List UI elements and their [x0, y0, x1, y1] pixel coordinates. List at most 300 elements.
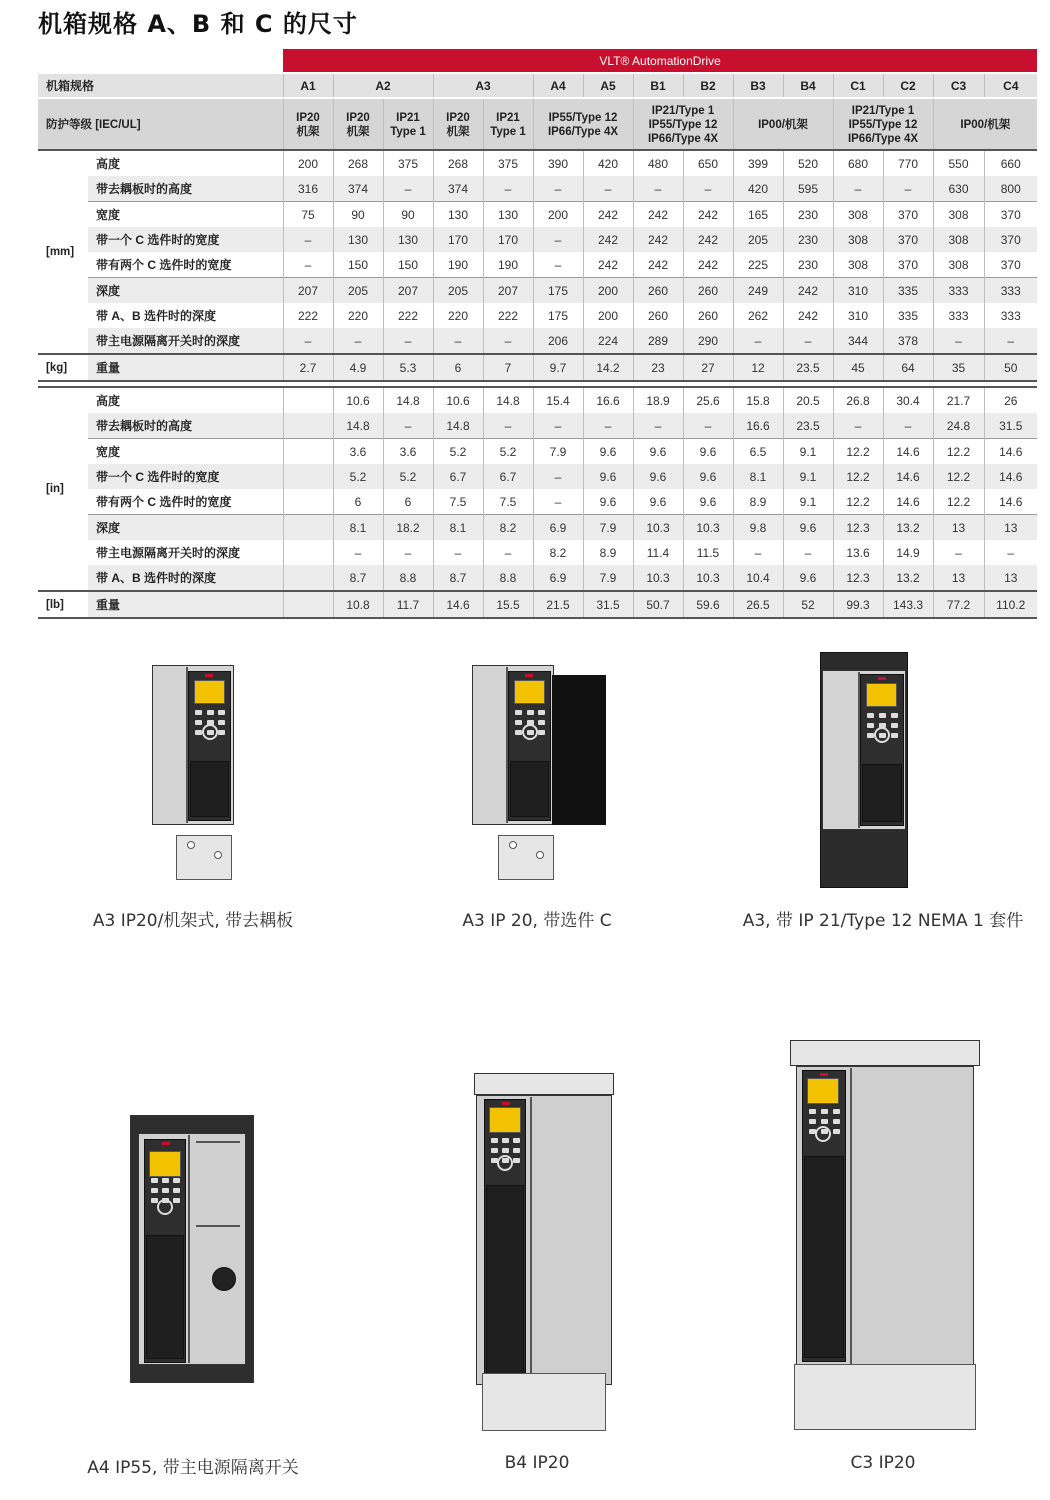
table-cell: 268: [333, 150, 383, 176]
table-cell: 15.5: [483, 591, 533, 618]
table-cell: 5.2: [333, 464, 383, 489]
frame-a2: A2: [333, 73, 433, 98]
unit-label: [mm]: [38, 150, 88, 354]
table-cell: 370: [984, 227, 1037, 252]
table-cell: 7.9: [583, 515, 633, 541]
table-cell: –: [583, 176, 633, 202]
figure-caption-5: B4 IP20: [504, 1453, 570, 1473]
table-cell: –: [883, 413, 933, 439]
table-cell: 190: [433, 252, 483, 278]
table-cell: 15.4: [533, 387, 583, 413]
table-cell: –: [333, 540, 383, 565]
table-row: [38, 303, 1037, 328]
table-cell: 220: [333, 303, 383, 328]
table-cell: 7.5: [433, 489, 483, 515]
table-cell: 242: [633, 202, 683, 228]
table-cell: 6.7: [433, 464, 483, 489]
table-cell: 12: [733, 354, 783, 381]
table-cell: 90: [383, 202, 433, 228]
row-label: 深度: [88, 515, 283, 541]
keypad-button-icon: [173, 1188, 180, 1193]
table-row: [38, 328, 1037, 354]
table-cell: 260: [633, 303, 683, 328]
drive-figure-a4-ip55-mains-switch: [130, 1115, 256, 1385]
keypad-button-icon: [821, 1119, 828, 1124]
table-cell: 220: [433, 303, 483, 328]
table-cell: 13: [933, 515, 984, 541]
table-cell: 50: [984, 354, 1037, 381]
keypad-button-icon: [538, 720, 545, 725]
table-cell: 27: [683, 354, 733, 381]
table-cell: –: [533, 176, 583, 202]
unit-label: [kg]: [38, 354, 88, 381]
keypad-button-icon: [891, 713, 898, 718]
table-cell: 30.4: [883, 387, 933, 413]
table-cell: 14.6: [883, 489, 933, 515]
keypad-button-icon: [833, 1109, 840, 1114]
keypad-button-icon: [218, 710, 225, 715]
table-cell: 308: [833, 202, 883, 228]
table-cell: –: [483, 413, 533, 439]
table-cell: 8.9: [733, 489, 783, 515]
keypad-button-icon: [151, 1178, 158, 1183]
table-cell: –: [633, 176, 683, 202]
table-cell: –: [883, 176, 933, 202]
table-cell: 9.6: [683, 439, 733, 465]
table-cell: 370: [883, 252, 933, 278]
table-cell: 11.5: [683, 540, 733, 565]
protection-a2-ip20: IP20 机架: [333, 98, 383, 151]
table-cell: 375: [483, 150, 533, 176]
table-cell: 9.1: [783, 439, 833, 465]
table-cell: 206: [533, 328, 583, 354]
row-label: 宽度: [88, 439, 283, 465]
table-cell: 249: [733, 278, 783, 304]
row-label: 高度: [88, 150, 283, 176]
keypad-button-icon: [515, 730, 522, 735]
table-cell: 370: [984, 252, 1037, 278]
table-cell: 14.2: [583, 354, 633, 381]
frame-a3: A3: [433, 73, 533, 98]
table-row: [38, 227, 1037, 252]
table-row: [38, 202, 1037, 228]
table-cell: 800: [984, 176, 1037, 202]
row-label: 带主电源隔离开关时的深度: [88, 328, 283, 354]
figure-caption-2: A3 IP 20, 带选件 C: [462, 911, 612, 931]
table-cell: 64: [883, 354, 933, 381]
table-cell: 190: [483, 252, 533, 278]
table-cell: –: [283, 227, 333, 252]
table-cell: 225: [733, 252, 783, 278]
table-cell: 14.8: [433, 413, 483, 439]
table-cell: 21.7: [933, 387, 984, 413]
table-cell: 333: [933, 303, 984, 328]
table-cell: 8.1: [433, 515, 483, 541]
table-cell: 13.6: [833, 540, 883, 565]
table-cell: 630: [933, 176, 984, 202]
table-cell: 420: [733, 176, 783, 202]
row-label: 带一个 C 选件时的宽度: [88, 464, 283, 489]
table-cell: 6: [433, 354, 483, 381]
table-cell: 10.3: [633, 515, 683, 541]
table-cell: –: [833, 413, 883, 439]
table-cell: 31.5: [583, 591, 633, 618]
keypad-button-icon: [513, 1148, 520, 1153]
table-cell: 18.9: [633, 387, 683, 413]
table-cell: 150: [383, 252, 433, 278]
table-row: [38, 252, 1037, 278]
table-cell: 222: [483, 303, 533, 328]
table-row: [38, 439, 1037, 465]
table-row: [38, 464, 1037, 489]
table-cell: 50.7: [633, 591, 683, 618]
keypad-button-icon: [867, 723, 874, 728]
table-cell: 13: [984, 565, 1037, 591]
table-cell: 242: [783, 303, 833, 328]
table-cell: 26.5: [733, 591, 783, 618]
figure-caption-4: A4 IP55, 带主电源隔离开关: [87, 1458, 299, 1478]
table-cell: 7.5: [483, 489, 533, 515]
protection-a3-ip21: IP21 Type 1: [483, 98, 533, 151]
table-cell: 5.2: [433, 439, 483, 465]
row-label: 深度: [88, 278, 283, 304]
table-cell: 308: [833, 227, 883, 252]
table-cell: 316: [283, 176, 333, 202]
table-cell: 10.6: [333, 387, 383, 413]
table-cell: 130: [433, 202, 483, 228]
table-cell: 242: [633, 227, 683, 252]
table-cell: 333: [984, 303, 1037, 328]
table-cell: 9.8: [733, 515, 783, 541]
table-cell: 12.2: [833, 464, 883, 489]
table-cell: 290: [683, 328, 733, 354]
table-cell: –: [383, 413, 433, 439]
table-cell: 11.4: [633, 540, 683, 565]
table-row: [38, 515, 1037, 541]
table-cell: 242: [783, 278, 833, 304]
table-cell: 143.3: [883, 591, 933, 618]
table-cell: 10.3: [683, 515, 733, 541]
row-label: 宽度: [88, 202, 283, 228]
table-cell: 207: [383, 278, 433, 304]
table-cell: 12.3: [833, 565, 883, 591]
table-cell: –: [433, 328, 483, 354]
keypad-button-icon: [173, 1178, 180, 1183]
keypad-button-icon: [833, 1129, 840, 1134]
table-cell: 308: [833, 252, 883, 278]
keypad-button-icon: [891, 733, 898, 738]
table-cell: 25.6: [683, 387, 733, 413]
row-label: 带 A、B 选件时的深度: [96, 309, 217, 323]
table-cell: 370: [883, 202, 933, 228]
table-cell: 310: [833, 278, 883, 304]
table-cell: 12.2: [833, 489, 883, 515]
table-cell: 242: [583, 202, 633, 228]
drive-figure-a3-ip20-decoupling: [150, 665, 240, 885]
table-cell: 14.6: [883, 439, 933, 465]
frame-a5: A5: [583, 73, 633, 98]
keypad-button-icon: [491, 1138, 498, 1143]
table-cell: 14.6: [984, 464, 1037, 489]
table-cell: 205: [433, 278, 483, 304]
frame-c3: C3: [933, 73, 984, 98]
keypad-button-icon: [867, 733, 874, 738]
table-cell: 99.3: [833, 591, 883, 618]
frame-a1: A1: [283, 73, 333, 98]
table-cell: 12.2: [933, 439, 984, 465]
keypad-button-icon: [538, 730, 545, 735]
table-cell: 14.8: [383, 387, 433, 413]
frame-c1: C1: [833, 73, 883, 98]
table-cell: 333: [984, 278, 1037, 304]
table-cell: 15.8: [733, 387, 783, 413]
table-cell: 289: [633, 328, 683, 354]
table-cell: 170: [433, 227, 483, 252]
keypad-button-icon: [173, 1198, 180, 1203]
table-cell: 374: [333, 176, 383, 202]
table-cell: 59.6: [683, 591, 733, 618]
frame-size-label: 机箱规格: [38, 73, 283, 98]
keypad-button-icon: [833, 1119, 840, 1124]
table-cell: –: [383, 540, 433, 565]
table-cell: –: [483, 328, 533, 354]
drive-figure-a3-nema1-kit: [820, 652, 910, 888]
table-cell: 23.5: [783, 413, 833, 439]
keypad-button-icon: [195, 720, 202, 725]
table-cell: 9.6: [783, 515, 833, 541]
table-cell: 165: [733, 202, 783, 228]
table-cell: 130: [383, 227, 433, 252]
keypad-button-icon: [821, 1109, 828, 1114]
table-cell: 9.6: [633, 489, 683, 515]
table-cell: –: [533, 489, 583, 515]
unit-label: [lb]: [38, 591, 88, 618]
protection-a3-ip20: IP20 机架: [433, 98, 483, 151]
table-cell: 242: [633, 252, 683, 278]
table-cell: 13: [933, 565, 984, 591]
table-cell: 5.2: [483, 439, 533, 465]
keypad-button-icon: [195, 730, 202, 735]
table-cell: –: [533, 252, 583, 278]
table-cell: 13.2: [883, 565, 933, 591]
keypad-button-icon: [491, 1148, 498, 1153]
table-cell: –: [984, 328, 1037, 354]
table-cell: 9.1: [783, 489, 833, 515]
table-cell: 18.2: [383, 515, 433, 541]
table-cell: –: [683, 176, 733, 202]
row-label: 带有两个 C 选件时的宽度: [96, 258, 232, 272]
table-cell: 35: [933, 354, 984, 381]
table-cell: 4.9: [333, 354, 383, 381]
table-cell: 10.8: [333, 591, 383, 618]
keypad-button-icon: [538, 710, 545, 715]
table-cell: 480: [633, 150, 683, 176]
table-cell: 175: [533, 278, 583, 304]
protection-c3-c4: IP00/机架: [933, 98, 1037, 151]
table-row: [38, 591, 1037, 618]
table-cell: 6.9: [533, 565, 583, 591]
protection-a1: IP20 机架: [283, 98, 333, 151]
row-label: 带主电源隔离开关时的深度: [96, 546, 241, 560]
table-cell: 550: [933, 150, 984, 176]
table-cell: [283, 489, 333, 515]
table-cell: [283, 387, 333, 413]
table-cell: 9.6: [783, 565, 833, 591]
table-row: [38, 354, 1037, 381]
table-cell: 8.7: [433, 565, 483, 591]
keypad-button-icon: [513, 1158, 520, 1163]
row-label: 带有两个 C 选件时的宽度: [96, 495, 232, 509]
table-cell: 230: [783, 227, 833, 252]
table-cell: 8.7: [333, 565, 383, 591]
frame-b1: B1: [633, 73, 683, 98]
table-cell: 200: [533, 202, 583, 228]
table-cell: 10.4: [733, 565, 783, 591]
table-cell: 680: [833, 150, 883, 176]
table-cell: 308: [933, 227, 984, 252]
table-cell: 9.6: [683, 464, 733, 489]
table-cell: 8.1: [333, 515, 383, 541]
table-cell: 222: [283, 303, 333, 328]
keypad-button-icon: [809, 1119, 816, 1124]
protection-b3-b4: IP00/机架: [733, 98, 833, 151]
table-row: [38, 489, 1037, 515]
page-title: 机箱规格 A、B 和 C 的尺寸: [38, 10, 358, 38]
table-cell: 130: [333, 227, 383, 252]
table-cell: 260: [683, 278, 733, 304]
keypad-button-icon: [502, 1138, 509, 1143]
table-cell: 224: [583, 328, 633, 354]
table-cell: 6.7: [483, 464, 533, 489]
table-cell: 26: [984, 387, 1037, 413]
protection-b1-b2: IP21/Type 1 IP55/Type 12 IP66/Type 4X: [633, 98, 733, 151]
table-cell: 200: [583, 303, 633, 328]
table-cell: 6.9: [533, 515, 583, 541]
table-cell: [283, 591, 333, 618]
table-row: [38, 150, 1037, 176]
frame-c4: C4: [984, 73, 1037, 98]
table-cell: 7: [483, 354, 533, 381]
table-cell: 3.6: [333, 439, 383, 465]
table-row: [38, 176, 1037, 202]
table-cell: 420: [583, 150, 633, 176]
keypad-button-icon: [207, 710, 214, 715]
table-cell: –: [633, 413, 683, 439]
table-cell: 9.6: [683, 489, 733, 515]
table-cell: –: [483, 540, 533, 565]
keypad-button-icon: [809, 1109, 816, 1114]
table-cell: 375: [383, 150, 433, 176]
table-cell: –: [933, 328, 984, 354]
table-cell: 8.1: [733, 464, 783, 489]
table-cell: 205: [733, 227, 783, 252]
table-cell: 12.2: [933, 489, 984, 515]
table-cell: [283, 439, 333, 465]
table-cell: 200: [583, 278, 633, 304]
keypad-button-icon: [218, 730, 225, 735]
table-cell: 75: [283, 202, 333, 228]
table-cell: 16.6: [733, 413, 783, 439]
table-cell: 9.6: [583, 464, 633, 489]
table-cell: 378: [883, 328, 933, 354]
protection-c1-c2: IP21/Type 1 IP55/Type 12 IP66/Type 4X: [833, 98, 933, 151]
keypad-button-icon: [502, 1148, 509, 1153]
table-cell: –: [533, 413, 583, 439]
table-cell: 8.2: [483, 515, 533, 541]
table-cell: 26.8: [833, 387, 883, 413]
table-cell: 650: [683, 150, 733, 176]
table-cell: 242: [683, 202, 733, 228]
table-cell: 770: [883, 150, 933, 176]
row-label: 带去耦板时的高度: [88, 176, 283, 202]
keypad-button-icon: [527, 710, 534, 715]
table-cell: 14.6: [883, 464, 933, 489]
keypad-button-icon: [151, 1188, 158, 1193]
table-cell: 242: [583, 252, 633, 278]
table-cell: 12.2: [933, 464, 984, 489]
row-label: 重量: [88, 354, 283, 381]
table-cell: 45: [833, 354, 883, 381]
table-cell: –: [483, 176, 533, 202]
table-cell: 9.6: [633, 464, 683, 489]
table-cell: 150: [333, 252, 383, 278]
table-cell: 7.9: [533, 439, 583, 465]
protection-a4-a5: IP55/Type 12 IP66/Type 4X: [533, 98, 633, 151]
table-cell: [283, 413, 333, 439]
table-cell: 6.5: [733, 439, 783, 465]
table-cell: 9.1: [783, 464, 833, 489]
unit-label: [in]: [38, 387, 88, 591]
table-cell: 335: [883, 278, 933, 304]
figure-caption-6: C3 IP20: [850, 1453, 916, 1473]
table-cell: 230: [783, 252, 833, 278]
table-cell: 23.5: [783, 354, 833, 381]
table-row: [38, 540, 1037, 565]
drive-figure-b4-ip20: [472, 1073, 617, 1435]
drive-figure-a3-ip20-option-c: [472, 665, 612, 885]
table-cell: 16.6: [583, 387, 633, 413]
table-cell: –: [533, 464, 583, 489]
protection-a2-ip21: IP21 Type 1: [383, 98, 433, 151]
keypad-button-icon: [218, 720, 225, 725]
table-cell: 9.6: [633, 439, 683, 465]
table-cell: 595: [783, 176, 833, 202]
table-cell: 14.9: [883, 540, 933, 565]
table-cell: 12.2: [833, 439, 883, 465]
table-cell: 9.7: [533, 354, 583, 381]
table-cell: –: [733, 540, 783, 565]
table-cell: –: [733, 328, 783, 354]
table-cell: 308: [933, 202, 984, 228]
table-cell: 24.8: [933, 413, 984, 439]
table-cell: 207: [283, 278, 333, 304]
table-cell: 3.6: [383, 439, 433, 465]
table-cell: –: [533, 227, 583, 252]
table-cell: 14.6: [433, 591, 483, 618]
table-cell: 310: [833, 303, 883, 328]
table-cell: –: [783, 540, 833, 565]
table-cell: –: [984, 540, 1037, 565]
table-cell: 200: [283, 150, 333, 176]
table-cell: 205: [333, 278, 383, 304]
table-cell: 9.6: [583, 489, 633, 515]
figure-caption-1: A3 IP20/机架式, 带去耦板: [92, 911, 294, 931]
table-cell: 260: [633, 278, 683, 304]
keypad-button-icon: [162, 1178, 169, 1183]
table-cell: 6: [383, 489, 433, 515]
table-cell: 374: [433, 176, 483, 202]
table-cell: 344: [833, 328, 883, 354]
